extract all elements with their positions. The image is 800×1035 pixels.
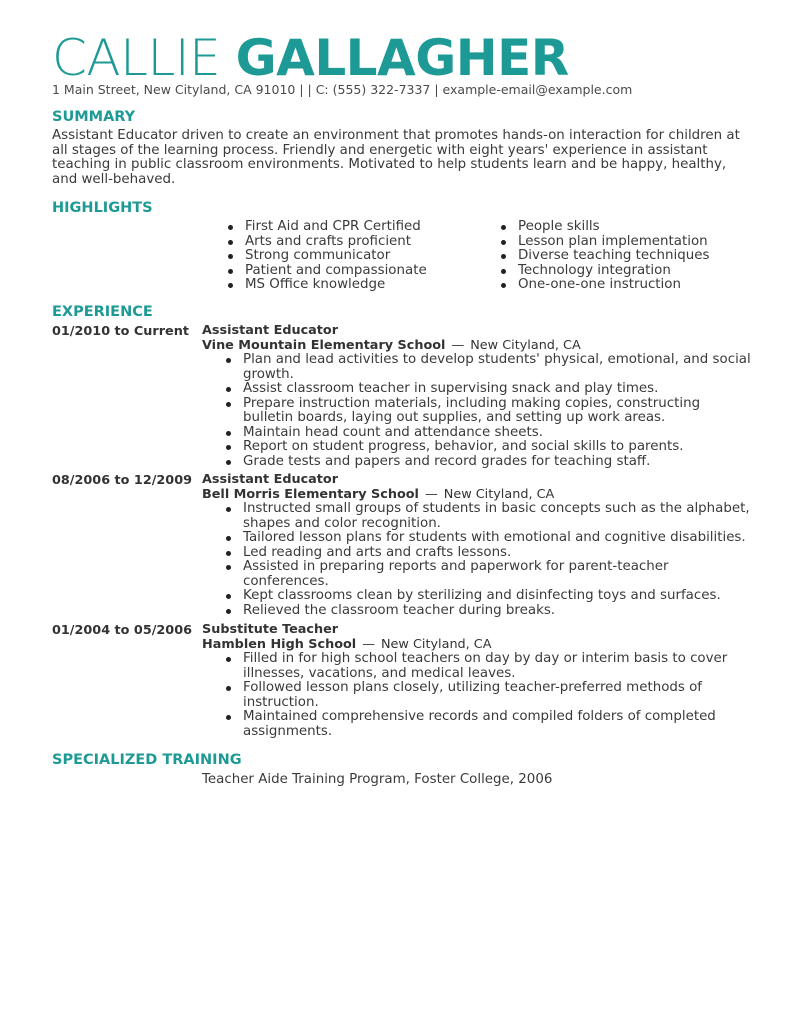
list-item: Assisted in preparing reports and paperwork for parent-teacher conferences.	[224, 560, 752, 589]
list-item: Followed lesson plans closely, utilizing teacher-preferred methods of instruction.	[224, 681, 752, 710]
employer-location: New Cityland, CA	[443, 486, 555, 502]
list-item: Strong communicator	[226, 249, 427, 264]
list-item: First Aid and CPR Certified	[226, 220, 427, 235]
employer-location: New Cityland, CA	[470, 337, 581, 353]
job-employer	[202, 339, 752, 354]
list-item: Filled in for high school teachers on day by day or interim basis to cover illnesses, vacations, and medical leaves.	[224, 652, 752, 681]
job-title: Assistant Educator	[202, 472, 339, 487]
candidate-name	[52, 30, 569, 86]
list-item: Led reading and arts and crafts lessons.	[224, 546, 752, 561]
highlights-left-list	[226, 220, 427, 293]
employer-name: Bell Morris Elementary School	[202, 486, 419, 502]
last-name: GALLAGHER	[235, 29, 569, 87]
list-item: Tailored lesson plans for students with emotional and cognitive disabilities.	[224, 531, 752, 546]
employer-name: Hamblen High School	[202, 636, 357, 652]
job-duties	[202, 353, 752, 469]
summary-text: Assistant Educator driven to create an environment that promotes hands-on interaction for children at all stages of the learning process. Friendly and energetic with eight years' experience in assistant teaching in public classroom environments. Motivated to help students learn and be happy, healthy, and well-behaved.	[52, 128, 740, 187]
job-dates: 01/2004 to 05/2006	[52, 623, 193, 638]
list-item: Plan and lead activities to develop students' physical, emotional, and social growth.	[224, 353, 752, 382]
list-item: MS Office knowledge	[226, 278, 427, 293]
first-name: CALLIE	[52, 29, 221, 87]
list-item: Kept classrooms clean by sterilizing and disinfecting toys and surfaces.	[224, 589, 752, 604]
list-item: Lesson plan implementation	[499, 235, 709, 250]
list-item: Arts and crafts proficient	[226, 235, 427, 250]
job-duties	[202, 502, 752, 618]
list-item: Grade tests and papers and record grades for teaching staff.	[224, 455, 752, 470]
job-dates: 08/2006 to 12/2009	[52, 473, 193, 488]
list-item: Report on student progress, behavior, and social skills to parents.	[224, 440, 752, 455]
employer-location: New Cityland, CA	[380, 636, 492, 652]
list-item: Maintain head count and attendance sheets.	[224, 426, 752, 441]
summary-heading: SUMMARY	[52, 109, 136, 125]
employer-name: Vine Mountain Elementary School	[202, 337, 446, 353]
list-item: Prepare instruction materials, including making copies, constructing bulletin boards, laying out supplies, and setting up work areas.	[224, 397, 752, 426]
list-item: One-one-one instruction	[499, 278, 709, 293]
list-item: Maintained comprehensive records and compiled folders of completed assignments.	[224, 710, 752, 739]
list-item: Relieved the classroom teacher during breaks.	[224, 604, 752, 619]
job-title: Substitute Teacher	[202, 622, 339, 637]
list-item: Diverse teaching techniques	[499, 249, 709, 264]
contact-line: 1 Main Street, New Cityland, CA 91010 | | C: (555) 322-7337 | example-email@example.com	[52, 82, 633, 97]
list-item: Patient and compassionate	[226, 264, 427, 279]
list-item: People skills	[499, 220, 709, 235]
experience-heading: EXPERIENCE	[52, 304, 153, 320]
job-title: Assistant Educator	[202, 323, 339, 338]
list-item: Assist classroom teacher in supervising snack and play times.	[224, 382, 752, 397]
employer-dash: —	[451, 337, 465, 353]
job-duties	[202, 652, 752, 739]
job-employer	[202, 488, 752, 503]
employer-dash: —	[362, 636, 375, 652]
training-heading: SPECIALIZED TRAINING	[52, 752, 242, 768]
highlights-heading: HIGHLIGHTS	[52, 200, 153, 216]
highlights-right-list	[499, 220, 709, 293]
job-employer	[202, 638, 752, 653]
employer-dash: —	[424, 486, 438, 502]
list-item: Instructed small groups of students in basic concepts such as the alphabet, shapes and color recognition.	[224, 502, 752, 531]
list-item: Technology integration	[499, 264, 709, 279]
job-dates: 01/2010 to Current	[52, 324, 189, 339]
training-text: Teacher Aide Training Program, Foster College, 2006	[202, 772, 553, 787]
